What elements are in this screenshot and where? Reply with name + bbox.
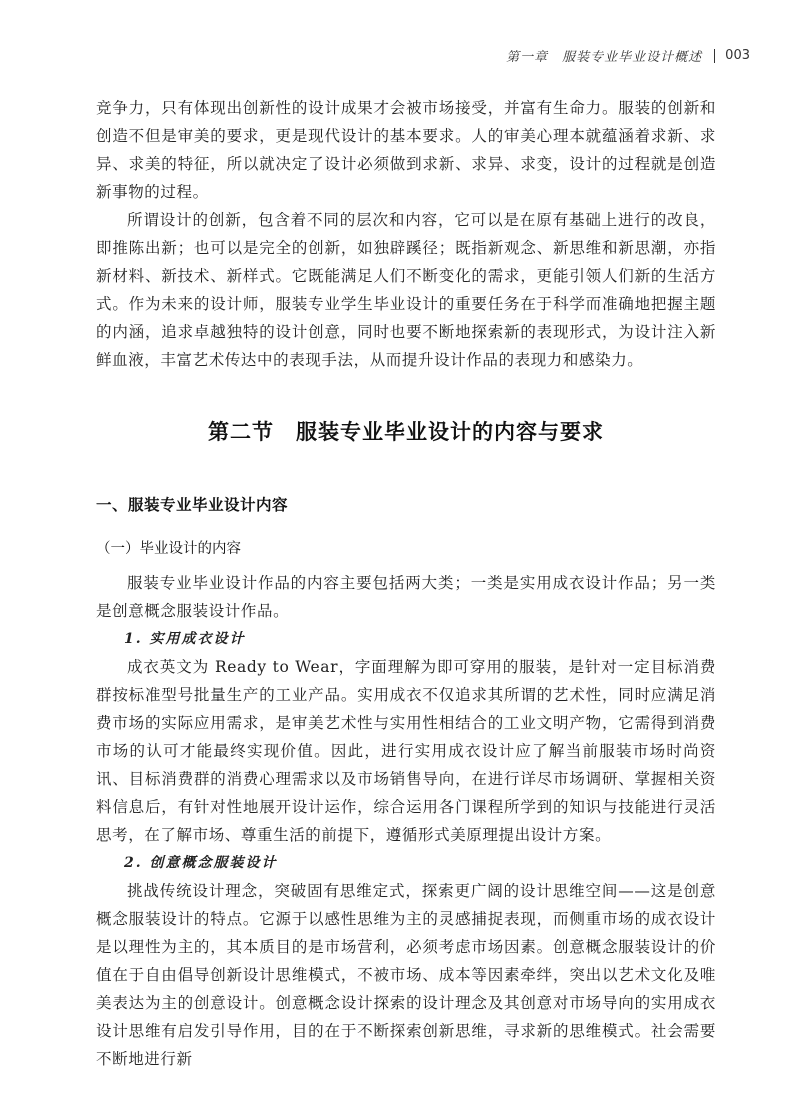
- paragraph-1: 竞争力，只有体现出创新性的设计成果才会被市场接受，并富有生命力。服装的创新和创造不但是审美的要求，更是现代设计的基本要求。人的审美心理本就蕴涵着求新、求异、求美的特征，所以就决定了设计必须做到求新、求异、求变，设计的过程就是创造新事物的过程。: [96, 99, 716, 201]
- paragraph-2: 所谓设计的创新，包含着不同的层次和内容，它可以是在原有基础上进行的改良，即推陈出新；也可以是完全的创新，如独辟蹊径；既指新观念、新思维和新思潮，亦指新材料、新技术、新样式。它既能满足人们不断变化的需求，更能引领人们新的生活方式。作为未来的设计师，服装专业学生毕业设计的重要任务在于科学而准确地把握主题的内涵，追求卓越独特的设计创意，同时也要不断地探索新的表现形式，为设计注入新鲜血液，丰富艺术传达中的表现手法，从而提升设计作品的表现力和感染力。: [96, 211, 716, 369]
- subsection-heading: 一、服装专业毕业设计内容: [96, 496, 289, 514]
- paragraph-5: 挑战传统设计理念，突破固有思维定式，探索更广阔的设计思维空间——这是创意概念服装设计的特点。它源于以感性思维为主的灵感捕捉表现，而侧重市场的成衣设计是以理性为主的，其本质目的是市场营利，必须考虑市场因素。创意概念服装设计的价值在于自由倡导创新设计思维模式，不被市场、成本等因素牵绊，突出以艺术文化及唯美表达为主的创意设计。创意概念设计探索的设计理念及其创意对市场导向的实用成衣设计思维有启发引导作用，目的在于不断探索创新思维，寻求新的思维模式。社会需要不断地进行新: [96, 882, 716, 1068]
- section-heading: 第二节 服装专业毕业设计的内容与要求: [208, 420, 604, 444]
- subsubsection-heading: （一）毕业设计的内容: [96, 541, 241, 557]
- item-heading-concept-design: 2. 创意概念服装设计: [124, 855, 278, 871]
- chapter-title: 第一章 服装专业毕业设计概述: [506, 50, 703, 65]
- paragraph-4: 成衣英文为 Ready to Wear，字面理解为即可穿用的服装，是针对一定目标消费群按标准型号批量生产的工业产品。实用成衣不仅追求其所谓的艺术性，同时应满足消费市场的实际应用需求，是审美艺术性与实用性相结合的工业文明产物，它需得到消费市场的认可才能最终实现价值。因此，进行实用成衣设计应了解当前服装市场时尚资讯、目标消费群的消费心理需求以及市场销售导向，在进行详尽市场调研、掌握相关资料信息后，有针对性地展开设计运作，综合运用各门课程所学到的知识与技能进行灵活思考，在了解市场、尊重生活的前提下，遵循形式美原理提出设计方案。: [96, 658, 716, 844]
- paragraph-3: 服装专业毕业设计作品的内容主要包括两大类；一类是实用成衣设计作品；另一类是创意概念服装设计作品。: [96, 574, 716, 620]
- page-body: [96, 94, 716, 1073]
- header-divider: [714, 49, 715, 63]
- page-number: 003: [725, 48, 750, 63]
- running-header: [506, 46, 750, 65]
- item-heading-ready-to-wear: 1. 实用成衣设计: [124, 631, 246, 647]
